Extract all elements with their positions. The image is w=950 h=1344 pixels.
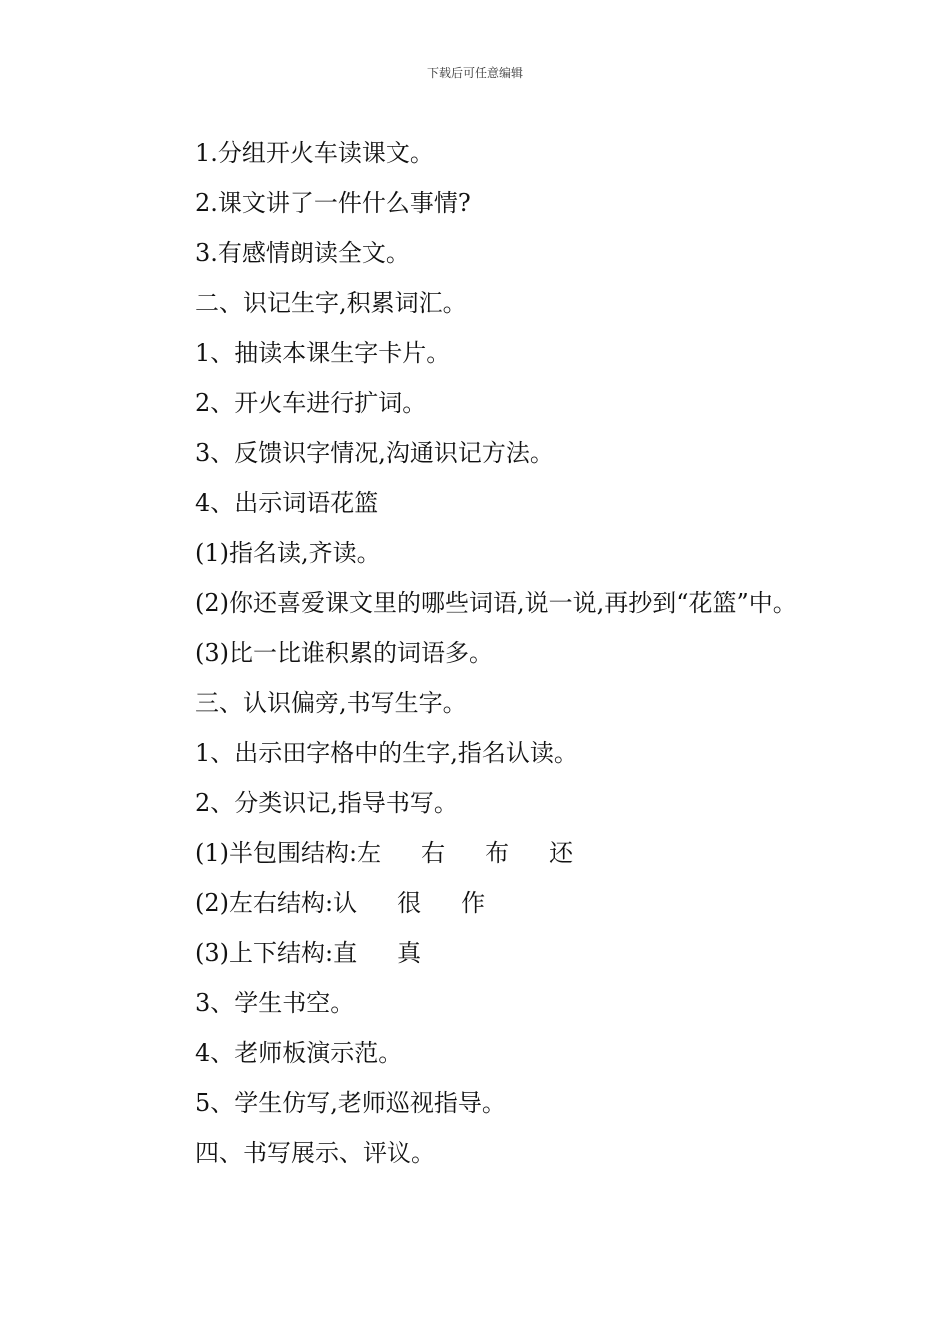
text-line: 3、反馈识字情况,沟通识记方法。 <box>195 439 554 467</box>
text-line: (3)比一比谁积累的词语多。 <box>195 639 493 667</box>
section-heading: 四、书写展示、评议。 <box>195 1139 435 1167</box>
document-body <box>145 128 815 1178</box>
structure-label: (1)半包围结构: <box>195 839 358 867</box>
text-line: 2、分类识记,指导书写。 <box>195 789 458 817</box>
char: 认 <box>333 889 358 917</box>
char: 真 <box>397 939 422 967</box>
text-line: 1、出示田字格中的生字,指名认读。 <box>195 739 578 767</box>
structure-label: (2)左右结构: <box>195 889 334 917</box>
structure-label: (3)上下结构: <box>195 939 334 967</box>
char: 还 <box>549 839 574 867</box>
text-line: 4、出示词语花篮 <box>195 489 379 517</box>
char: 很 <box>397 889 422 917</box>
text-paragraph: (2)你还喜爱课文里的哪些词语,说一说,再抄到“花篮”中。 <box>195 589 797 617</box>
char: 直 <box>333 939 358 967</box>
page-header-note: 下载后可任意编辑 <box>426 66 523 80</box>
char: 布 <box>485 839 510 867</box>
text-line: 1、抽读本课生字卡片。 <box>195 339 451 367</box>
text-line: 2、开火车进行扩词。 <box>195 389 427 417</box>
text-line: 3.有感情朗读全文。 <box>195 239 410 267</box>
char: 右 <box>421 839 446 867</box>
char: 左 <box>357 839 382 867</box>
text-line: (1)指名读,齐读。 <box>195 539 381 567</box>
section-heading: 三、认识偏旁,书写生字。 <box>195 689 467 717</box>
text-line: 3、学生书空。 <box>195 989 355 1017</box>
structure-line-2 <box>145 878 815 928</box>
text-line: 2.课文讲了一件什么事情? <box>195 189 471 217</box>
text-line: 1.分组开火车读课文。 <box>195 139 434 167</box>
section-heading: 二、识记生字,积累词汇。 <box>195 289 467 317</box>
structure-line-1 <box>145 828 815 878</box>
text-line: 4、老师板演示范。 <box>195 1039 403 1067</box>
structure-line-3 <box>145 928 815 978</box>
text-line: 5、学生仿写,老师巡视指导。 <box>195 1089 506 1117</box>
char: 作 <box>461 889 486 917</box>
